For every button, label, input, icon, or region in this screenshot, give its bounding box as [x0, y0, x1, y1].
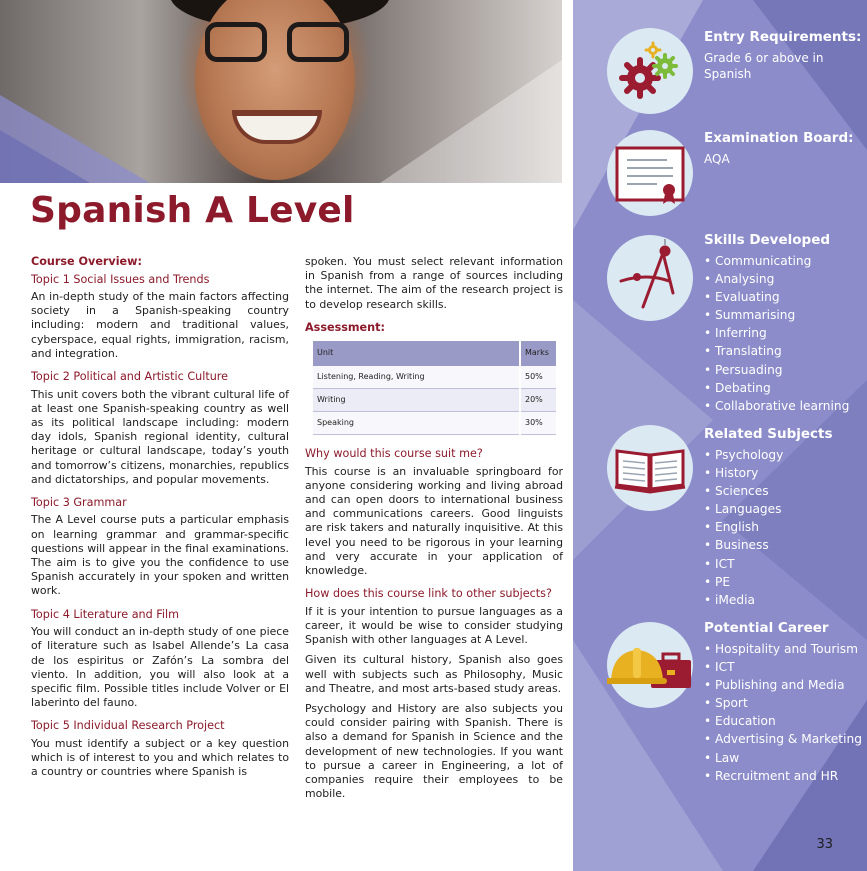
topic-1-heading: Topic 1 Social Issues and Trends: [31, 272, 210, 286]
list-item: • History: [704, 464, 864, 482]
assessment-table-header: [313, 341, 556, 365]
hero-purple-overlay: [0, 0, 562, 183]
link-heading: How does this course link to other subjects?: [305, 587, 552, 601]
list-item: • English: [704, 518, 864, 536]
gears-icon: [607, 28, 693, 114]
course-overview-heading: Course Overview:: [31, 255, 142, 268]
hero-photo: [0, 0, 562, 183]
career-badge: [607, 622, 693, 708]
entry-requirements-heading: Entry Requirements:: [704, 29, 862, 45]
potential-career-list: [704, 641, 864, 786]
topic-5-heading: Topic 5 Individual Research Project: [31, 719, 225, 733]
list-item: • Analysing: [704, 270, 864, 288]
page-number: 33: [816, 837, 833, 852]
list-item: • iMedia: [704, 591, 864, 609]
list-item: • Debating: [704, 379, 864, 397]
assessment-heading: Assessment:: [305, 320, 385, 334]
marks-cell: 50%: [520, 366, 556, 389]
examination-board-heading: Examination Board:: [704, 130, 854, 146]
entry-requirements-text: Grade 6 or above in Spanish: [704, 51, 824, 81]
hardhat-briefcase-icon: [607, 622, 693, 708]
suit-heading: Why would this course suit me?: [305, 447, 483, 461]
list-item: • Publishing and Media: [704, 677, 864, 693]
book-badge: [607, 425, 693, 511]
list-item: • PE: [704, 573, 864, 591]
list-item: • Summarising: [704, 306, 864, 324]
table-row: [313, 411, 556, 434]
table-row: [313, 366, 556, 389]
topic-3-text: The A Level course puts a particular emphasis on learning grammar and grammar-specific questions will appear in the final examinations. The aim is to give you the confidence to use Spanish accurately in your spoken and written work.: [31, 513, 289, 598]
unit-column-header: Unit: [313, 341, 520, 365]
suit-text: This course is an invaluable springboard for anyone considering working and living abroad and can open doors to international business and communications careers. Good linguists are risk takers and naturally inquisitive. At this level you need to be rigorous in your learning and very accurate in your application of knowledge.: [305, 464, 563, 578]
list-item: • Translating: [704, 342, 864, 360]
certificate-badge: [607, 130, 693, 216]
topic-3-heading: Topic 3 Grammar: [31, 495, 127, 509]
skills-heading: Skills Developed: [704, 232, 831, 248]
potential-career-heading: Potential Career: [704, 620, 829, 636]
related-subjects-heading: Related Subjects: [704, 426, 833, 442]
skills-list: [704, 252, 864, 415]
list-item: • Inferring: [704, 324, 864, 342]
link-paragraph: Given its cultural history, Spanish also goes well with subjects such as Philosophy, Music and Theatre, and most arts-based study areas.: [305, 653, 563, 695]
list-item: • Persuading: [704, 361, 864, 379]
compass-icon: [607, 235, 693, 321]
examination-board-text: AQA: [704, 152, 730, 166]
gears-badge: [607, 28, 693, 114]
right-column: [305, 255, 563, 810]
unit-cell: Speaking: [313, 411, 520, 434]
list-item: • Sciences: [704, 482, 864, 500]
list-item: • Education: [704, 713, 864, 729]
marks-cell: 20%: [520, 388, 556, 411]
list-item: • Recruitment and HR: [704, 768, 864, 784]
left-column: [31, 255, 289, 788]
topic-5-text: You must identify a subject or a key question which is of interest to you and which relates to a country or countries where Spanish is: [31, 736, 289, 779]
list-item: • Communicating: [704, 252, 864, 270]
topic-4-heading: Topic 4 Literature and Film: [31, 607, 180, 621]
topic-1-text: An in-depth study of the main factors affecting society in a Spanish-speaking country including: modern and traditional values, cyberspace, equal rights, immigration, racism, and integration.: [31, 290, 289, 360]
related-subjects-list: [704, 446, 864, 609]
marks-column-header: Marks: [520, 341, 556, 365]
list-item: • Advertising & Marketing: [704, 731, 864, 747]
list-item: • Hospitality and Tourism: [704, 641, 864, 657]
list-item: • Psychology: [704, 446, 864, 464]
list-item: • Sport: [704, 695, 864, 711]
list-item: • Evaluating: [704, 288, 864, 306]
book-icon: [607, 425, 693, 511]
info-sidebar: [573, 0, 867, 871]
link-paragraph: Psychology and History are also subjects you could consider pairing with Spanish. There is also a demand for Spanish in Science and the development of new technologies. If you want to pursue a career in Engineering, a lot of companies require their employees to be mobile.: [305, 701, 563, 801]
marks-cell: 30%: [520, 411, 556, 434]
table-row: [313, 388, 556, 411]
unit-cell: Listening, Reading, Writing: [313, 366, 520, 389]
compass-badge: [607, 235, 693, 321]
list-item: • ICT: [704, 555, 864, 573]
list-item: • Business: [704, 536, 864, 554]
unit-cell: Writing: [313, 388, 520, 411]
assessment-table: [313, 341, 556, 435]
certificate-icon: [607, 130, 693, 216]
page-title: Spanish A Level: [30, 190, 355, 231]
list-item: • ICT: [704, 659, 864, 675]
list-item: • Law: [704, 750, 864, 766]
topic-4-text: You will conduct an in-depth study of one piece of literature such as Isabel Allende’s La casa de los espiritus or Zafón’s La sombra del viento. In addition, you will also look at a specific film. Possible titles include Volver or El laberinto del fauno.: [31, 625, 289, 710]
list-item: • Languages: [704, 500, 864, 518]
link-paragraph: If it is your intention to pursue languages as a career, it would be wise to consider studying Spanish with other languages at A Level.: [305, 604, 563, 647]
topic-2-heading: Topic 2 Political and Artistic Culture: [31, 370, 229, 384]
topic-2-text: This unit covers both the vibrant cultural life of at least one Spanish-speaking country as well as its political landscape including: modern day idols, Spanish regional identity, cultural heritage or cultural landscape, today’s youth and tomorrow’s citizens, monarchies, republics and dictatorships, and popular movements.: [31, 387, 289, 486]
list-item: • Collaborative learning: [704, 397, 864, 415]
research-continuation-text: spoken. You must select relevant information in Spanish from a range of sources including the internet. The aim of the research project is to develop research skills.: [305, 255, 563, 311]
